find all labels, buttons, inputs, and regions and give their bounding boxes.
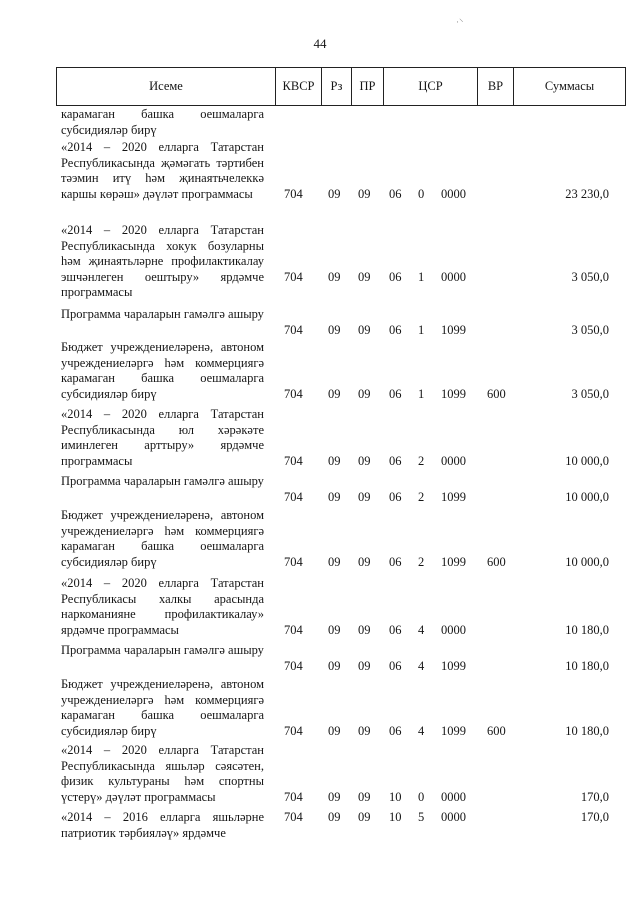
row-sum: 170,0 [580,810,609,824]
row-kvsr: 704 [284,810,303,824]
header-name: Исеме [56,68,275,105]
row-sum: 3 050,0 [571,269,609,284]
row-pr: 09 [358,453,371,468]
row-csr2: 1 [418,386,425,401]
row-csr3: 1099 [441,386,466,401]
row-name: «2014 – 2016 елларга яшьләрне патриотик тәрбияләү» ярдәмче [61,810,264,840]
row-vr: 600 [487,723,506,738]
row-csr1: 06 [389,723,402,738]
row-sum: 170,0 [580,789,609,804]
row-csr3: 0000 [441,789,466,804]
row-kvsr: 704 [284,269,303,284]
row-name: Бюджет учреждениеләренә, автоном учреждениеләргә һәм коммерциягә карамаган башка оешмаларга субсидияләр бирү [61,508,264,569]
row-sum: 10 180,0 [565,723,609,738]
row-kvsr: 704 [284,322,303,337]
row-rz: 09 [328,810,341,824]
header-pr: ПР [351,68,383,105]
row-csr2: 2 [418,489,425,504]
row-pr: 09 [358,723,371,738]
row-rz: 09 [328,723,341,738]
row-csr1: 06 [389,386,402,401]
row-csr2: 0 [418,789,425,804]
row-csr1: 06 [389,453,402,468]
row-csr1: 06 [389,489,402,504]
row-rz: 09 [328,489,341,504]
row-name: Программа чараларын гамәлгә ашыру [61,643,264,657]
row-csr3: 1099 [441,554,466,569]
row-kvsr: 704 [284,723,303,738]
table-header [56,67,626,106]
row-kvsr: 704 [284,789,303,804]
row-csr3: 0000 [441,269,466,284]
row-kvsr: 704 [284,622,303,637]
row-csr1: 10 [389,789,402,804]
row-csr1: 06 [389,322,402,337]
row-csr2: 2 [418,453,425,468]
row-sum: 3 050,0 [571,322,609,337]
header-csr: ЦСР [383,68,477,105]
row-pr: 09 [358,622,371,637]
row-csr3: 0000 [441,453,466,468]
row-kvsr: 704 [284,658,303,673]
row-kvsr: 704 [284,489,303,504]
header-rz: Рз [321,68,351,105]
row-name: Программа чараларын гамәлгә ашыру [61,307,264,321]
row-name: «2014 – 2020 елларга Татарстан Республикасында хокук бозуларны һәм җинаятьләрне профилактикалау эшчәнлеген оештыру» ярдәмче программасы [61,223,264,299]
page-number: 44 [313,36,327,51]
row-name: карамаган башка оешмаларга субсидияләр бирү [61,107,264,137]
row-sum: 10 180,0 [565,622,609,637]
row-kvsr: 704 [284,453,303,468]
row-rz: 09 [328,658,341,673]
row-pr: 09 [358,554,371,569]
row-sum: 23 230,0 [565,186,609,201]
row-name: Программа чараларын гамәлгә ашыру [61,474,264,488]
row-pr: 09 [358,386,371,401]
row-sum: 10 000,0 [565,554,609,569]
row-csr2: 4 [418,723,425,738]
row-csr2: 4 [418,658,425,673]
row-sum: 10 180,0 [565,658,609,673]
row-vr: 600 [487,554,506,569]
row-csr1: 06 [389,658,402,673]
row-name: «2014 – 2020 елларга Татарстан Республикасы халкы арасында наркоманияне профилактикалау» ярдәмче программасы [61,576,264,637]
row-pr: 09 [358,186,371,201]
row-pr: 09 [358,269,371,284]
row-csr2: 1 [418,322,425,337]
row-name: Бюджет учреждениеләренә, автоном учреждениеләргә һәм коммерциягә карамаган башка оешмаларга субсидияләр бирү [61,677,264,738]
row-rz: 09 [328,789,341,804]
header-vr: ВР [477,68,513,105]
row-rz: 09 [328,622,341,637]
row-csr3: 0000 [441,186,466,201]
row-pr: 09 [358,810,371,824]
row-sum: 3 050,0 [571,386,609,401]
row-pr: 09 [358,658,371,673]
row-kvsr: 704 [284,386,303,401]
row-csr2: 1 [418,269,425,284]
row-rz: 09 [328,386,341,401]
row-csr1: 06 [389,554,402,569]
row-csr1: 06 [389,269,402,284]
row-name: «2014 – 2020 елларга Татарстан Республикасында яшьләр сәясәтен, физик культураны һәм спортны үстерү» дәүләт программасы [61,743,264,804]
row-rz: 09 [328,554,341,569]
row-csr2: 5 [418,810,425,824]
row-kvsr: 704 [284,186,303,201]
row-vr: 600 [487,386,506,401]
row-csr3: 1099 [441,723,466,738]
row-csr1: 06 [389,622,402,637]
row-sum: 10 000,0 [565,453,609,468]
row-csr3: 0000 [441,622,466,637]
row-name: «2014 – 2020 елларга Татарстан Республикасында юл хәрәкәте иминлеген арттыру» ярдәмче программасы [61,407,264,468]
row-csr1: 06 [389,186,402,201]
row-kvsr: 704 [284,554,303,569]
row-csr3: 1099 [441,658,466,673]
row-pr: 09 [358,322,371,337]
header-kvsr: КВСР [275,68,321,105]
row-csr1: 10 [389,810,402,824]
row-csr3: 1099 [441,489,466,504]
row-name: Бюджет учреждениеләренә, автоном учреждениеләргә һәм коммерциягә карамаган башка оешмаларга субсидияләр бирү [61,340,264,401]
row-pr: 09 [358,789,371,804]
row-rz: 09 [328,322,341,337]
row-csr2: 4 [418,622,425,637]
row-rz: 09 [328,186,341,201]
row-rz: 09 [328,269,341,284]
row-csr2: 2 [418,554,425,569]
row-csr3: 1099 [441,322,466,337]
scan-speck: ·⸌ [456,17,464,27]
row-sum: 10 000,0 [565,489,609,504]
row-csr3: 0000 [441,810,466,824]
row-pr: 09 [358,489,371,504]
row-rz: 09 [328,453,341,468]
row-name: «2014 – 2020 елларга Татарстан Республикасында җәмәгать тәртибен тәэмин итү һәм җинаятьчелеккә каршы көрәш» дәүләт программасы [61,140,264,201]
row-csr2: 0 [418,186,425,201]
header-sum: Суммасы [513,68,626,105]
